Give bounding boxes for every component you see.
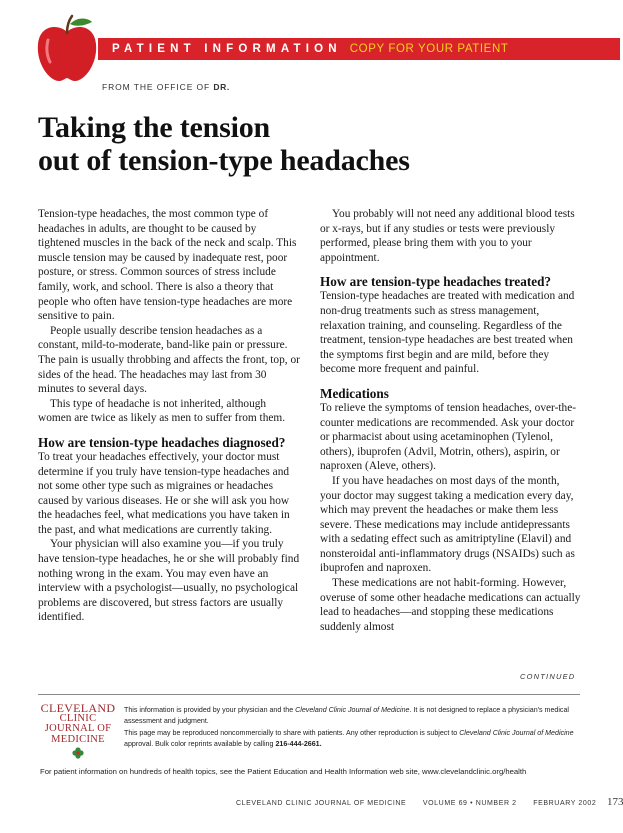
journal-name: CLEVELAND CLINIC JOURNAL OF MEDICINE (236, 800, 407, 807)
footer-divider (38, 694, 580, 695)
disclaimer (124, 705, 582, 751)
title-line-2: out of tension-type headaches (38, 144, 410, 177)
banner-label: PATIENT INFORMATION (112, 43, 342, 55)
logo-line: MEDICINE (51, 733, 105, 745)
logo-line: CLEVELAND (40, 701, 116, 715)
logo-line: CLINIC (59, 712, 97, 724)
banner-copy-label: COPY FOR YOUR PATIENT (349, 43, 509, 55)
journal-title: Cleveland Clinic Journal of Medicine (295, 706, 410, 714)
disclaimer-line-1 (124, 705, 582, 728)
paragraph: If you have headaches on most days of the month, your doctor may suggest taking a medication every day, which may prevent the headaches or make them less severe. These medications may include antidepressants with a sedating effect such as amitriptyline (Elavil) and nonsteroidal anti-inflammatory drugs (NSAIDs) such as ibuprofen and naproxen. (320, 474, 575, 575)
reprint-phone: 216-444-2661. (275, 740, 322, 749)
paragraph: This type of headache is not inherited, although women are twice as likely as men to suffer from them. (38, 397, 286, 425)
web-site-line: For patient information on hundreds of health topics, see the Patient Education and Health Information web site, www.clevelandclinic.org/health (40, 767, 527, 776)
journal-title: Cleveland Clinic Journal of Medicine (459, 728, 574, 737)
from-office-line (102, 82, 230, 92)
patient-information-banner (98, 38, 620, 60)
disclaimer-text: This information is provided by your physician and the (124, 706, 294, 714)
left-column (38, 207, 300, 625)
from-dr: DR. (213, 82, 230, 92)
page-footer (236, 796, 623, 808)
heading-medications: Medications (320, 385, 389, 401)
clover-icon (72, 747, 84, 759)
issue-date: FEBRUARY 2002 (533, 800, 597, 807)
page-number: 173 (606, 796, 623, 808)
paragraph: To treat your headaches effectively, your doctor must determine if you truly have tension-type headaches and not some other type such as migraines or headaches caused by various diseases. He or she will ask you how the headaches feel, what medications you have taken in the past, and what medications are currently taking. (38, 450, 290, 536)
paragraph: Your physician will also examine you—if you truly have tension-type headaches, he or she will probably find nothing wrong in the exam. You may even have an interview with a psychologist—usually, no psychological problems are discovered, but stress factors are usually identified. (38, 538, 300, 624)
paragraph: These medications are not habit-forming. However, overuse of some other headache medications can actually lead to headaches—and stopping these medications suddenly almost (320, 577, 581, 633)
title-line-1: Taking the tension (38, 111, 271, 144)
from-prefix: FROM THE OFFICE OF (102, 82, 211, 92)
apple-icon (34, 14, 100, 84)
journal-logo (40, 703, 116, 759)
page-title (38, 111, 410, 177)
paragraph: Tension-type headaches, the most common type of headaches in adults, are thought to be caused by tightened muscles in the back of the neck and scalp. This muscle tension may be caused by inadequate rest, poor posture, or stress. Common sources of stress include family, work, and school. There is also a theory that people who often have tension-type headaches are more sensitive to pain. (38, 208, 297, 323)
continued-label: CONTINUED (520, 672, 576, 681)
paragraph: To relieve the symptoms of tension headaches, over-the-counter medications are recommended. Ask your doctor or pharmacist about using acetaminophen (Tylenol, others), ibuprofen (Advil, Motrin, others), aspirin, or naproxen (Aleve, others). (320, 401, 577, 473)
disclaimer-line-2 (124, 728, 582, 751)
paragraph: People usually describe tension headaches as a constant, mild-to-moderate, band-like pain or pressure. The pain is usually throbbing and affects the front, top, or sides of the head. The headaches may last from 30 minutes to several days. (38, 324, 300, 396)
disclaimer-text: This page may be reproduced noncommercially to share with patients. Any other reproduction is subject to (124, 728, 458, 737)
logo-line: JOURNAL OF (44, 723, 112, 734)
heading-diagnosed: How are tension-type headaches diagnosed? (38, 434, 286, 450)
disclaimer-text: . It is not designed to replace a physician's medical assessment and judgment. (124, 706, 569, 726)
paragraph: You probably will not need any additional blood tests or x-rays, but if any studies or tests were previously performed, please bring them with you to your appointment. (320, 208, 575, 264)
heading-treated: How are tension-type headaches treated? (320, 274, 551, 290)
paragraph: Tension-type headaches are treated with medication and non-drug treatments such as stress management, relaxation training, and counseling. Regardless of the treatment, tension-type headaches are best treated when the symptoms first begin and are mild, before they become more frequent and painful. (320, 290, 575, 376)
right-column (320, 207, 582, 634)
volume-number: VOLUME 69 • NUMBER 2 (422, 800, 517, 807)
disclaimer-text: approval. Bulk color reprints available by calling (124, 740, 274, 749)
